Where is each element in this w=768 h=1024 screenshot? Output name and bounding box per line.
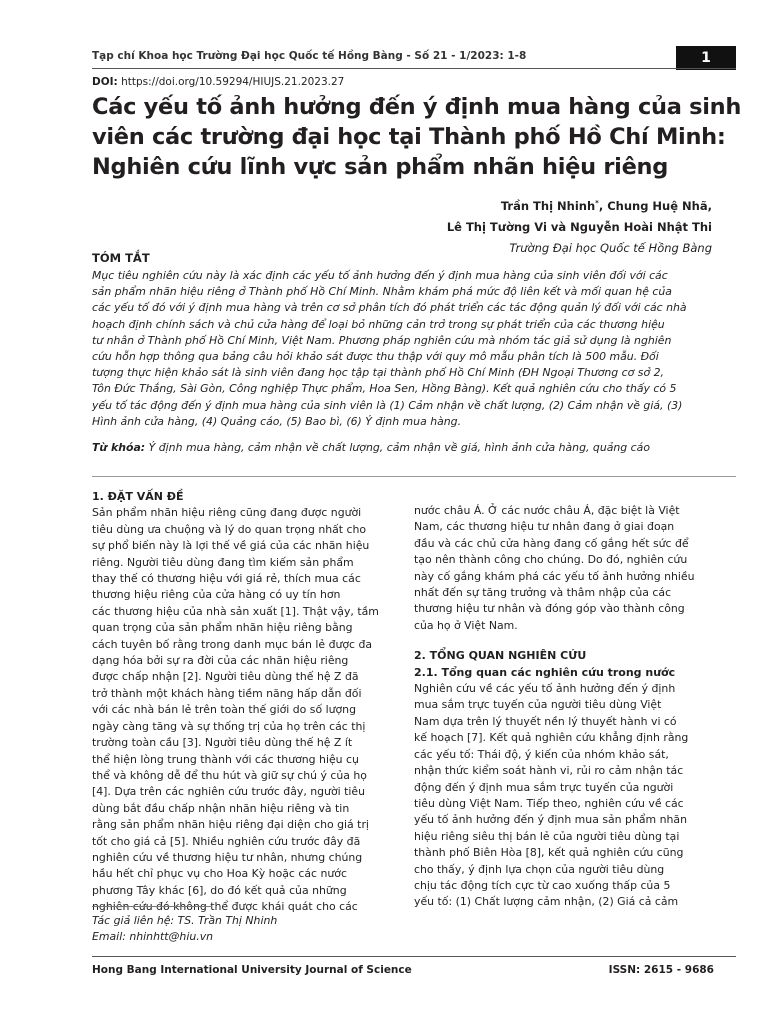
body-line: hầu hết chỉ phục vụ cho Hoa Kỳ hoặc các nước bbox=[92, 867, 347, 881]
journal-header: Tạp chí Khoa học Trường Đại học Quốc tế Hồng Bàng - Số 21 - 1/2023: 1-8 bbox=[92, 50, 527, 62]
abstract-line: các yếu tố đó với ý định mua hàng và trên cơ sở phân tích đó phát triển các tác động quản lý đối với các nhà bbox=[92, 301, 687, 315]
doi-link[interactable]: https://doi.org/10.59294/HIUJS.21.2023.27 bbox=[121, 76, 345, 88]
body-line: yếu tố ảnh hưởng đến ý định mua sản phẩm nhãn bbox=[414, 813, 687, 827]
body-line: quan trọng của sản phẩm nhãn hiệu riêng bằng bbox=[92, 621, 353, 635]
section-heading-introduction: 1. ĐẶT VẤN ĐỀ bbox=[92, 490, 184, 503]
body-line: tốt cho giá cả [5]. Nhiều nghiên cứu trước đây đã bbox=[92, 834, 361, 848]
body-line: ngày càng tăng và sự thống trị của họ trên các thị bbox=[92, 719, 366, 733]
footnote bbox=[92, 913, 277, 946]
abstract-line: Hình ảnh cửa hàng, (4) Quảng cáo, (5) Bao bì, (6) Ý định mua hàng. bbox=[92, 414, 462, 428]
abstract-line: sản phẩm nhãn hiệu riêng ở Thành phố Hồ Chí Minh. Nhằm khám phá mức độ liên kết và mối quan hệ của bbox=[92, 285, 672, 299]
abstract-line: Tôn Đức Thắng, Sài Gòn, Công nghiệp Thực phẩm, Hoa Sen, Hồng Bàng). Kết quả nghiên cứu cho thấy có 5 bbox=[92, 382, 677, 396]
body-line: cách tuyên bố rằng trong danh mục bán lẻ được đa bbox=[92, 637, 373, 651]
body-line: này cố gắng khám phá các yếu tố ảnh hưởng nhiều bbox=[414, 569, 695, 583]
body-line: yếu tố: (1) Chất lượng cảm nhận, (2) Giá cả cảm bbox=[414, 895, 679, 909]
author-line-1 bbox=[447, 193, 712, 217]
section-heading-review: 2. TỔNG QUAN NGHIÊN CỨU bbox=[414, 649, 587, 663]
body-line: các thương hiệu của nhà sản xuất [1]. Thật vậy, tầm bbox=[92, 604, 379, 618]
body-line: cho thấy, ý định lựa chọn của người tiêu dùng bbox=[414, 862, 665, 876]
body-line: thể hiện lòng trung thành với các thương hiệu cụ bbox=[92, 752, 359, 766]
body-line: thương hiệu tư nhân và đóng góp vào thành công bbox=[414, 602, 685, 616]
body-line: trở thành một khách hàng tiềm năng hấp dẫn đối bbox=[92, 686, 362, 700]
body-line: hiệu riêng siêu thị bán lẻ của người tiêu dùng tại bbox=[414, 829, 680, 843]
keywords-text: Ý định mua hàng, cảm nhận về chất lượng, cảm nhận về giá, hình ảnh cửa hàng, quảng cáo bbox=[145, 441, 650, 454]
title-line: Các yếu tố ảnh hưởng đến ý định mua hàng của sinh bbox=[92, 94, 742, 120]
body-line: trường toàn cầu [3]. Người tiêu dùng thế hệ Z ít bbox=[92, 736, 353, 750]
corresponding-author-note: Tác giả liên hệ: TS. Trần Thị Nhinh bbox=[92, 914, 278, 927]
body-line: sự phổ biến này là lợi thế về giá của các nhãn hiệu bbox=[92, 539, 370, 553]
body-line: thành phố Biên Hòa [8], kết quả nghiên cứu cũng bbox=[414, 846, 684, 860]
header-rule bbox=[92, 68, 736, 69]
body-line: nước châu Á. Ở các nước châu Á, đặc biệt là Việt bbox=[414, 504, 680, 517]
section-gap bbox=[414, 634, 714, 648]
body-line: dùng bắt đầu chấp nhận nhãn hiệu riêng và tin bbox=[92, 801, 350, 815]
body-line: dạng hóa bởi sự ra đời của các nhãn hiệu riêng bbox=[92, 654, 349, 668]
abstract-line: Mục tiêu nghiên cứu này là xác định các yếu tố ảnh hưởng đến ý định mua hàng của sinh viên đối với các bbox=[92, 269, 668, 282]
body-line: động đến ý định mua sắm trực tuyến của người bbox=[414, 780, 674, 794]
page-number: 1 bbox=[676, 46, 736, 70]
co-authors: , Chung Huệ Nhã, bbox=[598, 198, 712, 213]
footer-issn: ISSN: 2615 - 9686 bbox=[608, 964, 714, 976]
body-line: [4]. Dựa trên các nghiên cứu trước đây, người tiêu bbox=[92, 785, 366, 799]
body-line: nghiên cứu về thương hiệu tư nhân, nhưng chúng bbox=[92, 850, 363, 864]
right-column bbox=[414, 503, 714, 911]
body-line: tiêu dùng Việt Nam. Tiếp theo, nghiên cứu về các bbox=[414, 796, 684, 810]
body-line: Nghiên cứu về các yếu tố ảnh hưởng đến ý định bbox=[414, 682, 676, 696]
body-line: các yếu tố: Thái độ, ý kiến của nhóm khảo sát, bbox=[414, 747, 669, 761]
body-line: phương Tây khác [6], do đó kết quả của những bbox=[92, 883, 347, 897]
doi-label: DOI: bbox=[92, 76, 118, 88]
body-line: Nam, các thương hiệu tư nhân đang ở giai đoạn bbox=[414, 520, 675, 534]
footer-journal-name: Hong Bang International University Journal of Science bbox=[92, 964, 412, 976]
body-line: Sản phẩm nhãn hiệu riêng cũng đang được người bbox=[92, 506, 362, 520]
body-line: thương hiệu riêng của cửa hàng có uy tín hơn bbox=[92, 588, 341, 602]
author-line-2: Lê Thị Tường Vi và Nguyễn Hoài Nhật Thi bbox=[446, 219, 712, 234]
corresponding-author: Trần Thị Nhinh bbox=[500, 198, 596, 213]
body-line: với các nhà bán lẻ trên toàn thế giới do số lượng bbox=[92, 703, 356, 717]
corresponding-mark: * bbox=[595, 199, 599, 207]
body-line: thay thế có thương hiệu với giá rẻ, thích mua các bbox=[92, 572, 361, 586]
section-divider bbox=[92, 476, 736, 477]
doi-line bbox=[92, 76, 344, 88]
left-column bbox=[92, 489, 392, 916]
body-line: nhất đến sự tăng trưởng và thâm nhập của các bbox=[414, 586, 672, 600]
body-line: tạo nên thành công cho chúng. Do đó, nghiên cứu bbox=[414, 553, 688, 567]
body-line: riêng. Người tiêu dùng đang tìm kiếm sản phẩm bbox=[92, 555, 354, 569]
keywords-line bbox=[92, 441, 744, 454]
abstract-text bbox=[92, 268, 744, 430]
affiliation: Trường Đại học Quốc tế Hồng Bàng bbox=[509, 240, 712, 255]
body-line: của họ ở Việt Nam. bbox=[414, 618, 518, 632]
body-line: Nam dựa trên lý thuyết nền lý thuyết hành vi có bbox=[414, 714, 677, 728]
subsection-heading: 2.1. Tổng quan các nghiên cứu trong nước bbox=[414, 665, 676, 679]
body-line: tiêu dùng ưa chuộng và lý do quan trọng nhất cho bbox=[92, 522, 367, 536]
body-line: kế hoạch [7]. Kết quả nghiên cứu khẳng định rằng bbox=[414, 731, 689, 745]
body-line: mua sắm trực tuyến của người tiêu dùng Việt bbox=[414, 698, 662, 712]
abstract-heading: TÓM TẮT bbox=[92, 251, 150, 265]
abstract-line: hoạch định chính sách và chủ cửa hàng để loại bỏ những cản trở trong sự phát triển của các thương hiệu bbox=[92, 317, 665, 331]
keywords-label: Từ khóa: bbox=[92, 441, 146, 454]
body-line: đầu và các chủ cửa hàng đang cố gắng hết sức để bbox=[414, 536, 689, 550]
abstract-line: yếu tố tác động đến ý định mua hàng của sinh viên là (1) Cảm nhận về chất lượng, (2) Cảm nhận về giá, (3) bbox=[92, 398, 683, 412]
body-line: nghiên cứu đó không thể được khái quát cho các bbox=[92, 900, 358, 914]
body-line: rằng sản phẩm nhãn hiệu riêng đại diện cho giá trị bbox=[92, 818, 369, 832]
abstract-line: tượng thực hiện khảo sát là sinh viên đang học tập tại thành phố Hồ Chí Minh (ĐH Ngoại Thương cơ sở 2, bbox=[92, 366, 664, 380]
body-line: nhận thức kiểm soát hành vi, rủi ro cảm nhận tác bbox=[414, 764, 684, 778]
body-line: được chấp nhận [2]. Người tiêu dùng thế hệ Z đã bbox=[92, 670, 359, 684]
author-block bbox=[447, 193, 712, 259]
abstract-line: cứu hỗn hợp thông qua bảng câu hỏi khảo sát được thu thập với quy mô mẫu phân tích là 500 mẫu. Đối bbox=[92, 350, 659, 364]
title-line: viên các trường đại học tại Thành phố Hồ Chí Minh: bbox=[92, 124, 726, 150]
footer-rule bbox=[92, 956, 736, 957]
abstract-line: tư nhân ở Thành phố Hồ Chí Minh, Việt Nam. Phương pháp nghiên cứu mà nhóm tác giả sử dụng là nghiên bbox=[92, 333, 672, 347]
author-email[interactable]: Email: nhinhtt@hiu.vn bbox=[92, 930, 214, 944]
body-line: thể và không dễ để thu hút và giữ sự chú ý của họ bbox=[92, 768, 367, 782]
title-line: Nghiên cứu lĩnh vực sản phẩm nhãn hiệu riêng bbox=[92, 154, 669, 180]
paper-title bbox=[92, 92, 740, 182]
footnote-rule bbox=[92, 906, 212, 907]
body-line: chịu tác động tích cực từ cao xuống thấp của 5 bbox=[414, 878, 671, 892]
